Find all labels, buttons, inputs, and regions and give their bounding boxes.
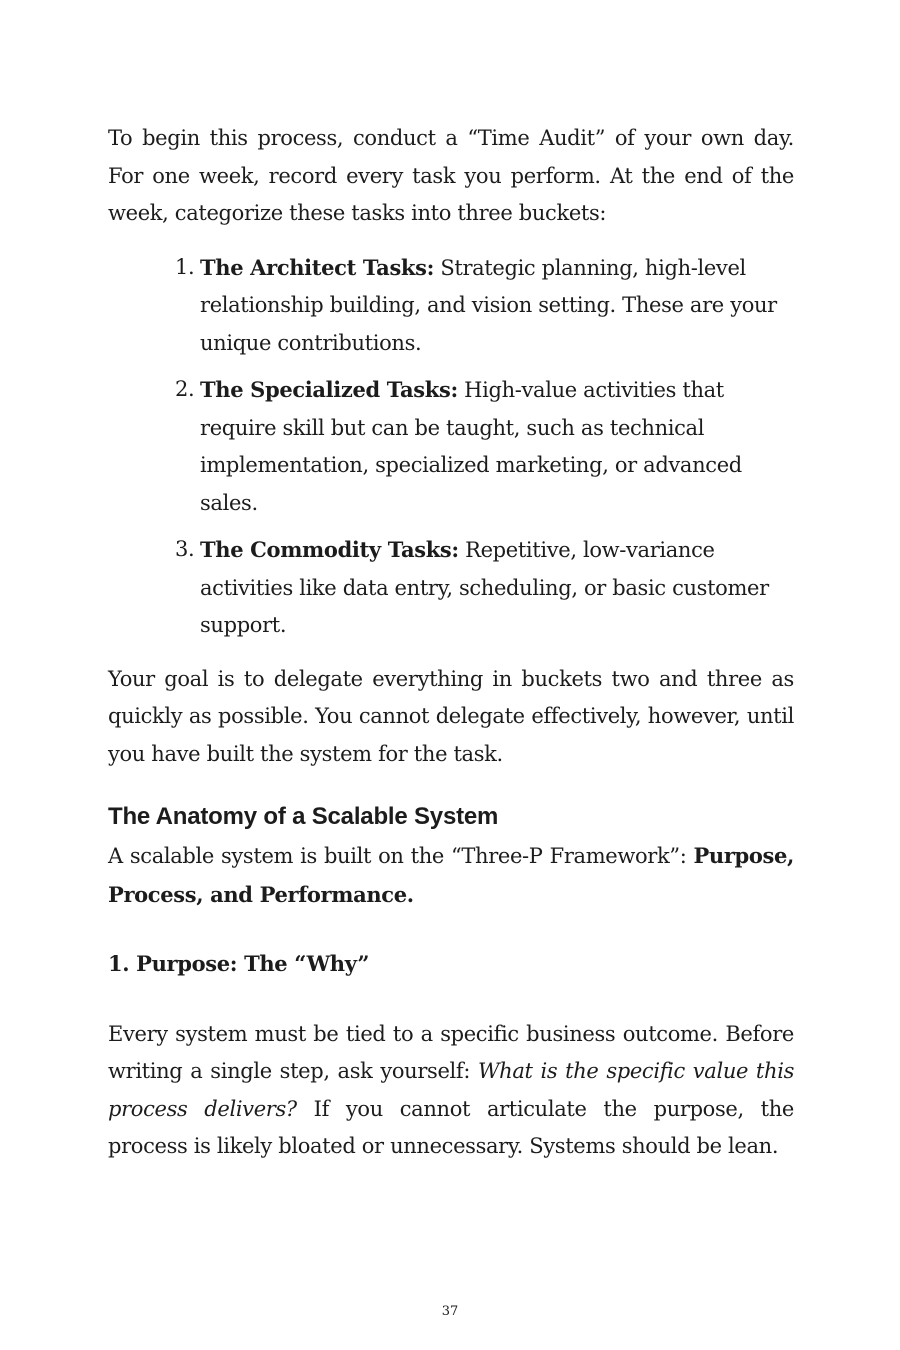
framework-paragraph [108, 837, 794, 914]
purpose-paragraph [108, 1016, 794, 1166]
goal-paragraph: Your goal is to delegate everything in buckets two and three as quickly as possible. You cannot delegate effectively, however, until you have built the system for the task. [108, 666, 794, 766]
list-item-architect [175, 249, 794, 363]
list-item-text: Repetitive, low-variance activities like data entry, scheduling, or basic customer support. [200, 538, 769, 637]
list-item-commodity [175, 531, 794, 645]
framework-intro-text: A scalable system is built on the “Three-P Framework”: [108, 844, 694, 868]
list-item-title: The Commodity Tasks: [200, 537, 459, 562]
purpose-text-after: If you cannot articulate the purpose, the process is likely bloated or unnecessary. Systems should be lean. [108, 1096, 794, 1158]
list-number: 2. [175, 377, 195, 401]
list-item-title: The Specialized Tasks: [200, 377, 458, 402]
purpose-text-before: Every system must be tied to a specific business outcome. Before writing a single step, ask yourself: [108, 1021, 794, 1083]
list-item-text: High-value activities that require skill but can be taught, such as technical implementation, specialized marketing, or advanced sales. [200, 378, 742, 515]
page-number: 37 [441, 1304, 459, 1319]
purpose-italic-question: What is the specific value this process delivers? [108, 1059, 794, 1121]
list-item-specialized [175, 371, 794, 522]
section-heading: The Anatomy of a Scalable System [108, 803, 499, 830]
framework-bold-text: Purpose, Process, and Performance. [108, 843, 794, 907]
list-item-text: Strategic planning, high-level relationship building, and vision setting. These are your unique contributions. [200, 255, 777, 355]
intro-paragraph: To begin this process, conduct a “Time Audit” of your own day. For one week, record every task you perform. At the end of the week, categorize these tasks into three buckets: [108, 126, 794, 225]
page-content [108, 120, 794, 1166]
list-number: 3. [175, 537, 195, 561]
purpose-subheading: 1. Purpose: The “Why” [108, 951, 370, 976]
list-item-title: The Architect Tasks: [200, 254, 434, 280]
task-buckets-list [108, 249, 794, 645]
list-number: 1. [175, 254, 195, 279]
